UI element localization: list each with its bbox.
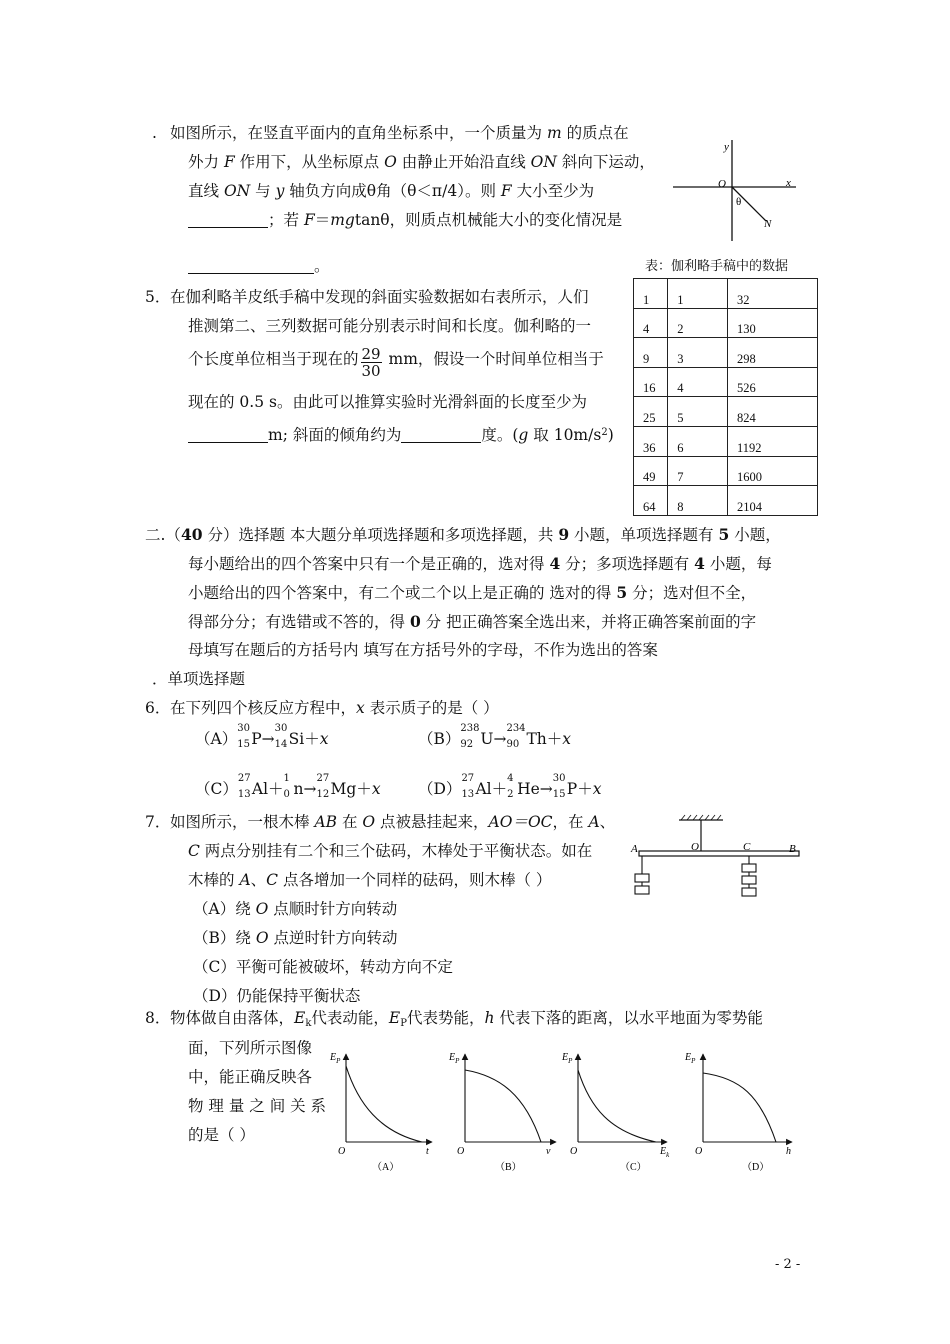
- curve: [703, 1073, 776, 1142]
- q5-line-3: 个长度单位相当于现在的 $\frac{29}{30}$ mm，假设一个时间单位相当于: [188, 345, 604, 380]
- table-cell: 1: [634, 279, 668, 309]
- table-cell: 298: [727, 338, 817, 368]
- coordinate-diagram: [668, 135, 808, 245]
- table-cell: 6: [668, 426, 728, 456]
- table-cell: 49: [634, 456, 668, 486]
- table-cell: 4: [668, 367, 728, 397]
- q8-number: 8．: [145, 1009, 171, 1027]
- svg-text:v: v: [546, 1146, 551, 1157]
- q4-line-2: 外力 F 作用下，从坐标原点 O 由静止开始沿直线 ON 斜向下运动，: [188, 153, 655, 171]
- page-number: - 2 -: [775, 1257, 801, 1272]
- q8-line-4: 物 理 量 之 间 关 系: [188, 1097, 327, 1115]
- q5-line-1: 在伽利略羊皮纸手稿中发现的斜面实验数据如右表所示，人们: [170, 288, 589, 306]
- graph-a: [329, 1052, 432, 1173]
- table-cell: 1: [668, 279, 728, 309]
- table-cell: 9: [634, 338, 668, 368]
- q8-line-2: 面，下列所示图像: [188, 1039, 313, 1057]
- table-row: [634, 308, 818, 338]
- table-cell: 25: [634, 397, 668, 427]
- svg-text:t: t: [426, 1146, 429, 1157]
- q6-option-b[interactable]: （B） 238 92 U→ 234 90 Th＋x: [418, 723, 572, 750]
- caption-d: （D）: [742, 1162, 770, 1173]
- fraction: $\frac{29}{30}$: [361, 345, 381, 380]
- caption-c: （C）: [620, 1162, 647, 1173]
- table-row: [634, 279, 818, 309]
- table-cell: 4: [634, 308, 668, 338]
- q8-line-5: 的是（ ）: [188, 1126, 255, 1144]
- graph-b: [448, 1052, 556, 1173]
- table-cell: 3: [668, 338, 728, 368]
- table-row: [634, 397, 818, 427]
- answer-blank[interactable]: [188, 209, 268, 228]
- weights-at-a: [635, 856, 649, 894]
- q7-option-d[interactable]: （D）仍能保持平衡状态: [193, 987, 361, 1005]
- label-o: O: [691, 841, 699, 853]
- answer-blank[interactable]: [401, 424, 481, 443]
- curve: [346, 1066, 422, 1142]
- table-cell: 130: [727, 308, 817, 338]
- q7-number: 7．: [145, 813, 171, 831]
- lever-diagram: [625, 808, 805, 912]
- q6-option-a[interactable]: （A） 30 15 P→ 30 14 Si＋x: [195, 723, 329, 750]
- sec2-line-5: 母填写在题后的方括号内 填写在方括号外的字母，不作为选出的答案: [188, 641, 658, 659]
- q4-line-3: 直线 ON 与 y 轴负方向成θ角（θ＜π/4）。则 F 大小至少为: [188, 182, 595, 200]
- table-cell: 526: [727, 367, 817, 397]
- sec2-line-1: 二.（40 分）选择题 本大题分单项选择题和多项选择题，共 9 小题，单项选择题有 5 小题，: [145, 525, 781, 544]
- sec2-line-4: 得部分分；有选错或不答的，得 0 分 把正确答案全选出来，并将正确答案前面的字: [188, 612, 757, 631]
- table-cell: 2: [668, 308, 728, 338]
- weights-at-c: [742, 856, 756, 896]
- svg-text:O: O: [457, 1146, 465, 1157]
- answer-blank[interactable]: [188, 255, 314, 274]
- q8-line-1: 物体做自由落体，$E_k$代表动能，$E_P$代表势能，h 代表下落的距离，以水平地面为零势能: [170, 1009, 763, 1029]
- q4-line-5: 。: [188, 252, 330, 281]
- q5-number: 5．: [145, 288, 171, 306]
- table-row: [634, 426, 818, 456]
- q5-line-4: 现在的 0.5 s。由此可以推算实验时光滑斜面的长度至少为: [188, 393, 587, 411]
- q7-line-2: C 两点分别挂有二个和三个砝码，木棒处于平衡状态。如在: [188, 842, 593, 860]
- table-cell: 64: [634, 486, 668, 516]
- table-cell: 32: [727, 279, 817, 309]
- q6-stem: 在下列四个核反应方程中，x 表示质子的是（ ）: [170, 699, 499, 717]
- x-label: x: [786, 177, 791, 189]
- table-cell: 36: [634, 426, 668, 456]
- theta-label: θ: [736, 196, 742, 208]
- q4-line-1: 如图所示，在竖直平面内的直角坐标系中，一个质量为 m 的质点在: [170, 124, 629, 142]
- single-choice-heading: ．单项选择题: [152, 670, 246, 688]
- curve: [465, 1070, 541, 1142]
- graph-c: [561, 1052, 670, 1173]
- q4-number: .: [152, 124, 157, 142]
- table-row: [634, 486, 818, 516]
- table-cell: 16: [634, 367, 668, 397]
- svg-text:O: O: [570, 1146, 578, 1157]
- svg-text:O: O: [338, 1146, 346, 1157]
- q7-line-3: 木棒的 A、C 点各增加一个同样的砝码，则木棒（ ）: [188, 871, 552, 889]
- label-b: B: [789, 843, 796, 855]
- q7-option-b[interactable]: （B）绕 O 点逆时针方向转动: [193, 929, 398, 947]
- sec2-line-2: 每小题给出的四个答案中只有一个是正确的，选对得 4 分；多项选择题有 4 小题，每: [188, 554, 772, 573]
- svg-text:O: O: [695, 1146, 703, 1157]
- table-cell: 824: [727, 397, 817, 427]
- q7-line-1: 如图所示，一根木棒 AB 在 O 点被悬挂起来，AO＝OC，在 A、: [170, 813, 616, 831]
- table-row: [634, 338, 818, 368]
- table-cell: 5: [668, 397, 728, 427]
- svg-text:Ek: $E_k$: [660, 1146, 670, 1159]
- q6-option-c[interactable]: （C） 27 13 Al＋ 1 0 n→ 27 12 Mg＋x: [195, 773, 381, 800]
- label-a: A: [631, 843, 638, 855]
- table-cell: 8: [668, 486, 728, 516]
- caption-b: （B）: [495, 1162, 522, 1173]
- table-row: [634, 367, 818, 397]
- svg-text:EP: $E_P$: [562, 1052, 573, 1065]
- q8-line-3: 中，能正确反映各: [188, 1068, 313, 1086]
- y-label: y: [724, 141, 729, 153]
- wooden-rod: [639, 851, 799, 856]
- q5-line-2: 推测第二、三列数据可能分别表示时间和长度。伽利略的一: [188, 317, 592, 335]
- table-cell: 1600: [727, 456, 817, 486]
- curve: [578, 1070, 656, 1142]
- n-label: N: [764, 218, 772, 230]
- svg-text:EP: $E_P$: [330, 1052, 341, 1065]
- svg-text:h: h: [786, 1146, 791, 1157]
- table-cell: 1192: [727, 426, 817, 456]
- label-c: C: [743, 841, 751, 853]
- q7-option-a[interactable]: （A）绕 O 点顺时针方向转动: [193, 900, 398, 918]
- table-cell: 2104: [727, 486, 817, 516]
- q6-number: 6．: [145, 699, 171, 717]
- q7-option-c[interactable]: （C）平衡可能被破坏，转动方向不定: [193, 958, 453, 976]
- q6-option-d[interactable]: （D） 27 13 Al＋ 4 2 He→ 30 15 P＋x: [418, 773, 602, 800]
- table-row: [634, 456, 818, 486]
- q4-line-4: ；若 F＝mgtanθ，则质点机械能大小的变化情况是: [188, 206, 622, 235]
- svg-text:EP: $E_P$: [449, 1052, 460, 1065]
- caption-a: （A）: [372, 1162, 400, 1173]
- q5-line-5: m; 斜面的倾角约为 度。(g 取 $10m/s^2$): [188, 418, 614, 450]
- table-cell: 7: [668, 456, 728, 486]
- galileo-data-table: [633, 278, 818, 516]
- sec2-line-3: 小题给出的四个答案中，有二个或二个以上是正确的 选对的得 5 分；选对但不全，: [188, 583, 757, 602]
- origin-label: O: [718, 178, 726, 190]
- table-title: 表：伽利略手稿中的数据: [645, 259, 789, 274]
- answer-blank[interactable]: [188, 424, 268, 443]
- graph-d: [684, 1052, 792, 1173]
- energy-graphs: [320, 1040, 810, 1180]
- ceiling-hatch: [681, 815, 721, 820]
- svg-text:EP: $E_P$: [685, 1052, 696, 1065]
